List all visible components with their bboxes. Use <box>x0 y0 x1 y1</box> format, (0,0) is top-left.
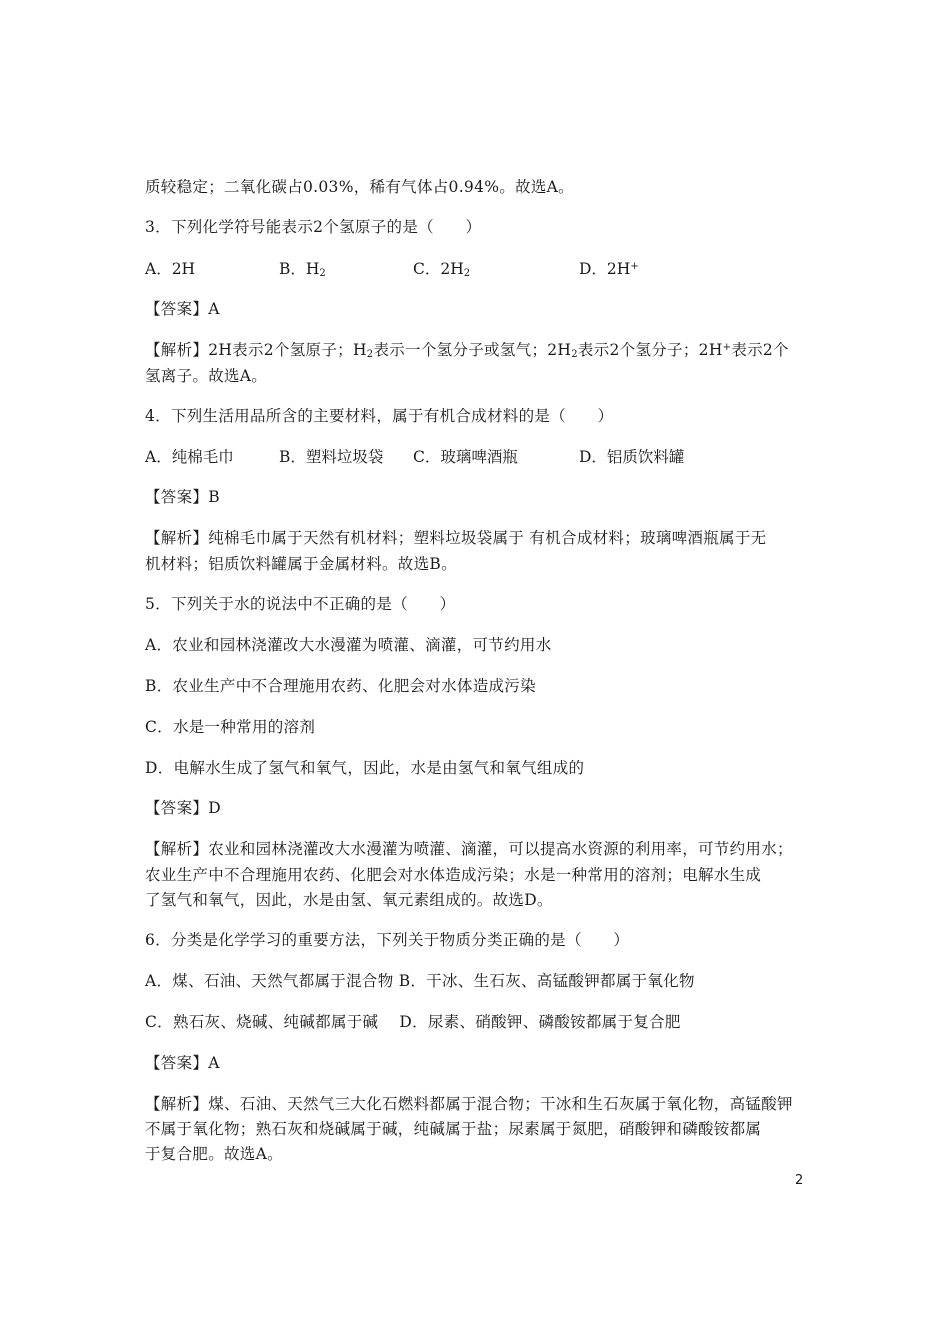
question-6-explanation-line-2: 不属于氧化物；熟石灰和烧碱属于碱，纯碱属于盐；尿素属于氮肥，硝酸钾和磷酸铵都属 <box>145 1120 762 1138</box>
question-5-option-d: D．电解水生成了氢气和氧气，因此，水是由氢气和氧气组成的 <box>145 759 585 777</box>
question-3-stem: 3．下列化学符号能表示2个氢原子的是（ ） <box>145 218 482 236</box>
question-6-answer: 【答案】A <box>145 1054 220 1072</box>
question-6-explanation-line-1: 【解析】煤、石油、天然气三大化石燃料都属于混合物；干冰和生石灰属于氧化物，高锰酸钾 <box>145 1095 793 1113</box>
question-6-options-cd: C．熟石灰、烧碱、纯碱都属于碱 D．尿素、硝酸钾、磷酸铵都属于复合肥 <box>145 1013 681 1031</box>
question-4-answer: 【答案】B <box>145 488 220 506</box>
question-5-explanation-line-2: 农业生产中不合理施用农药、化肥会对水体造成污染；水是一种常用的溶剂；电解水生成 <box>145 866 762 884</box>
question-5-option-c: C．水是一种常用的溶剂 <box>145 718 316 736</box>
question-5-answer: 【答案】D <box>145 799 221 817</box>
question-5-explanation-line-3: 了氢气和氧气，因此，水是由氢、氧元素组成的。故选D。 <box>145 891 553 909</box>
continued-explanation-line: 质较稳定；二氧化碳占0.03%，稀有气体占0.94%。故选A。 <box>145 178 574 196</box>
question-5-option-a: A．农业和园林浇灌改大水漫灌为喷灌、滴灌，可节约用水 <box>145 636 552 654</box>
question-3-option-b: B．$H_2$ <box>279 260 326 279</box>
question-4-explanation-line-1: 【解析】纯棉毛巾属于天然有机材料；塑料垃圾袋属于 有机合成材料；玻璃啤酒瓶属于无 <box>145 529 767 547</box>
question-3-option-d: D．2H+ <box>579 260 639 278</box>
question-6-stem: 6．分类是化学学习的重要方法，下列关于物质分类正确的是（ ） <box>145 931 630 949</box>
question-4-option-a: A．纯棉毛巾 <box>145 448 234 466</box>
question-3-explanation-line-1: 【解析】2H表示2个氢原子；$H_2$表示一个氢分子或氢气；$2H_2$表示2个氢分子；2H+表示2个 <box>145 341 789 360</box>
question-6-explanation-line-3: 于复合肥。故选A。 <box>145 1145 283 1163</box>
question-5-stem: 5．下列关于水的说法中不正确的是（ ） <box>145 595 456 613</box>
question-4-explanation-line-2: 机材料；铝质饮料罐属于金属材料。故选B。 <box>145 555 457 573</box>
question-6-options-ab: A．煤、石油、天然气都属于混合物 B．干冰、生石灰、高锰酸钾都属于氧化物 <box>145 972 695 990</box>
question-5-explanation-line-1: 【解析】农业和园林浇灌改大水漫灌为喷灌、滴灌，可以提高水资源的利用率，可节约用水； <box>145 840 793 858</box>
question-3-answer: 【答案】A <box>145 300 220 318</box>
question-4-option-c: C．玻璃啤酒瓶 <box>413 448 518 466</box>
question-4-stem: 4．下列生活用品所含的主要材料，属于有机合成材料的是（ ） <box>145 407 614 425</box>
page-number: 2 <box>795 1173 804 1188</box>
question-5-option-b: B．农业生产中不合理施用农药、化肥会对水体造成污染 <box>145 677 536 695</box>
question-3-option-a: A．2H <box>145 260 196 278</box>
question-4-option-b: B．塑料垃圾袋 <box>279 448 384 466</box>
question-3-option-c: C．$2H_2$ <box>413 260 471 279</box>
question-4-option-d: D．铝质饮料罐 <box>579 448 685 466</box>
question-3-explanation-line-2: 氢离子。故选A。 <box>145 367 268 385</box>
